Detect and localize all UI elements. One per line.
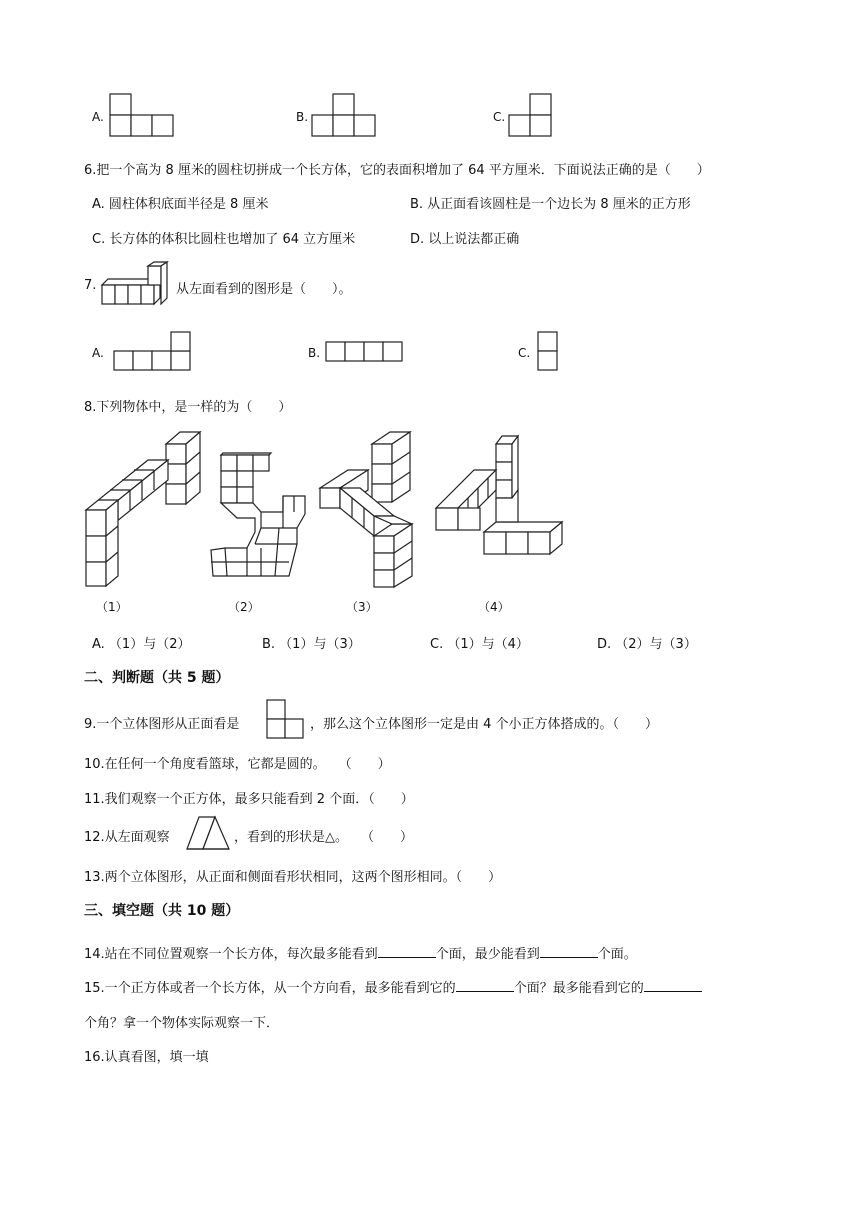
q8-figure-2	[205, 452, 315, 582]
q14-blank-1[interactable]	[378, 945, 436, 958]
q5-option-a-figure	[109, 93, 175, 136]
q5-option-c-figure	[508, 93, 553, 136]
q12-prism-figure	[185, 815, 233, 851]
q9-text-before: 9.一个立体图形从正面看是	[84, 717, 240, 732]
q8-figure-label-3: （3）	[346, 600, 378, 614]
q8-figure-label-4: （4）	[478, 600, 510, 614]
q7-option-c-figure	[537, 331, 559, 373]
q6-option-c: C. 长方体的体积比圆柱也增加了 64 立方厘米	[92, 232, 356, 247]
q7-number: 7.	[84, 278, 97, 293]
q5-option-b-figure	[311, 93, 377, 136]
q10-text: 10.在任何一个角度看篮球，它都是圆的。 （ ）	[84, 757, 391, 772]
q8-option-d: D. （2）与（3）	[597, 637, 697, 652]
q7-option-a-figure	[113, 331, 191, 371]
q9-text-after: ，那么这个立体图形一定是由 4 个小正方体搭成的。（ ）	[310, 717, 659, 732]
q8-option-c: C. （1）与（4）	[430, 637, 529, 652]
q15-part-2: 个面？最多能看到它的	[513, 981, 644, 996]
q8-text: 8.下列物体中，是一样的为（ ）	[84, 400, 292, 415]
q7-text: 从左面看到的图形是（ ）。	[176, 282, 352, 297]
q7-option-c-label: C.	[518, 346, 531, 360]
q8-figure-label-1: （1）	[96, 600, 128, 614]
q8-figure-1	[82, 430, 206, 588]
q15-blank-2[interactable]	[644, 979, 702, 992]
q13-text: 13.两个立体图形，从正面和侧面看形状相同，这两个图形相同。（ ）	[84, 870, 502, 885]
q14-part-1: 14.站在不同位置观察一个长方体，每次最多能看到	[84, 947, 378, 962]
q5-option-c-label: C.	[493, 110, 506, 124]
q6-option-b: B. 从正面看该圆柱是一个边长为 8 厘米的正方形	[410, 197, 691, 212]
q9-front-view-figure	[266, 699, 306, 739]
section-3-heading: 三、填空题（共 10 题）	[84, 903, 240, 919]
q5-option-b-label: B.	[296, 110, 309, 124]
q14-blank-2[interactable]	[540, 945, 598, 958]
q15-text-line-2: 个角？拿一个物体实际观察一下．	[84, 1016, 280, 1031]
q6-text: 6.把一个高为 8 厘米的圆柱切拼成一个长方体，它的表面积增加了 64 平方厘米．下面说法正确的是（ ）	[84, 163, 710, 178]
q5-option-a-label: A.	[92, 110, 104, 124]
q8-option-a: A. （1）与（2）	[92, 637, 191, 652]
q12-text-after: ，看到的形状是△。 （ ）	[234, 830, 413, 845]
q6-option-a: A. 圆柱体积底面半径是 8 厘米	[92, 197, 269, 212]
q8-figure-3	[318, 430, 424, 590]
q11-text: 11.我们观察一个正方体，最多只能看到 2 个面．（ ）	[84, 792, 414, 807]
q15-blank-1[interactable]	[456, 979, 514, 992]
q8-option-b: B. （1）与（3）	[262, 637, 361, 652]
q14-part-2: 个面，最少能看到	[435, 947, 540, 962]
q7-option-b-label: B.	[308, 346, 321, 360]
q7-option-a-label: A.	[92, 346, 104, 360]
q15-text-line-1	[84, 977, 702, 996]
q14-text	[84, 943, 637, 962]
q6-option-d: D. 以上说法都正确	[410, 232, 520, 247]
q15-part-1: 15.一个正方体或者一个长方体，从一个方向看，最多能看到它的	[84, 981, 456, 996]
q16-text: 16.认真看图，填一填	[84, 1050, 209, 1065]
q8-figure-4	[434, 432, 566, 564]
q14-part-3: 个面。	[597, 947, 637, 962]
section-2-heading: 二、判断题（共 5 题）	[84, 670, 230, 686]
q12-text-before: 12.从左面观察	[84, 830, 170, 845]
q7-option-b-figure	[325, 341, 405, 363]
q8-figure-label-2: （2）	[228, 600, 260, 614]
q7-cube-figure	[96, 261, 176, 307]
